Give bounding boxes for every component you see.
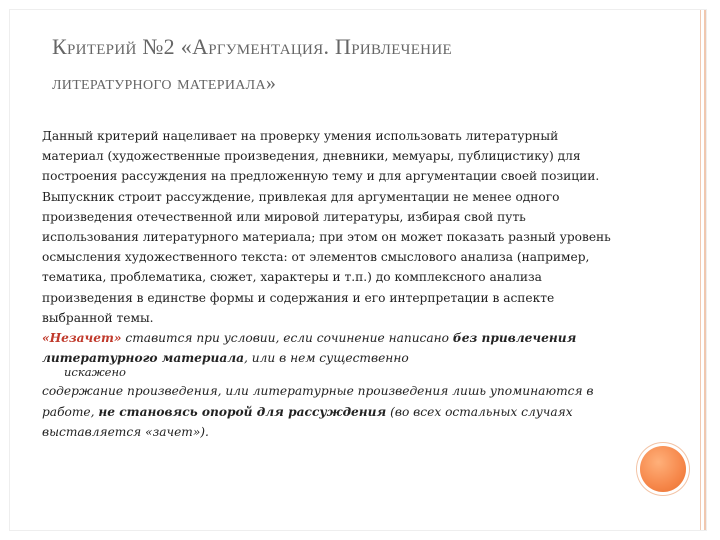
- fail-text-a: ставится при условии, если сочинение написано: [121, 331, 453, 346]
- paragraph-fail-condition: [42, 328, 612, 442]
- fail-text-d: (во всех остальных случаях выставляется «зачет»).: [42, 404, 573, 439]
- fail-label: «Незачет»: [42, 331, 122, 346]
- decorative-orange-circle: [640, 446, 686, 492]
- slide-body: [42, 126, 612, 442]
- paragraph-graduate-reasoning: Выпускник строит рассуждение, привлекая для аргументации не менее одного произведения отечественной или мировой литературы, избирая свой путь использования литературного материала; при этом он может показать разный уровень осмысления художественного текста: от элементов смыслового анализа (например, тематика, проблематика, сюжет, характеры и т.п.) до комплексного анализа произведения в единстве формы и содержания и его интерпретации в аспекте выбранной темы.: [42, 189, 611, 325]
- slide-title: [52, 28, 652, 102]
- fail-emphasis-no-literature: без привлечения литературного материала: [42, 331, 577, 366]
- paragraph-criterion-description: Данный критерий нацеливает на проверку умения использовать литературный материал (художественные произведения, дневники, мемуары, публицистику) для построения рассуждения на предложенную тему и для аргументации своей позиции.: [42, 129, 600, 184]
- fail-text-indent: искажено: [64, 365, 126, 380]
- fail-text-b: , или в нем существенно: [244, 351, 409, 366]
- slide-title-line1: Критерий №2 «Аргументация. Привлечение: [52, 34, 452, 59]
- fail-text-c: содержание произведения, или литературные произведения лишь упоминаются в работе,: [42, 384, 594, 419]
- fail-emphasis-not-basis: не становясь опорой для рассуждения: [98, 404, 387, 419]
- slide-border-decoration: [700, 10, 706, 530]
- slide-title-line2: литературного материала»: [52, 72, 277, 94]
